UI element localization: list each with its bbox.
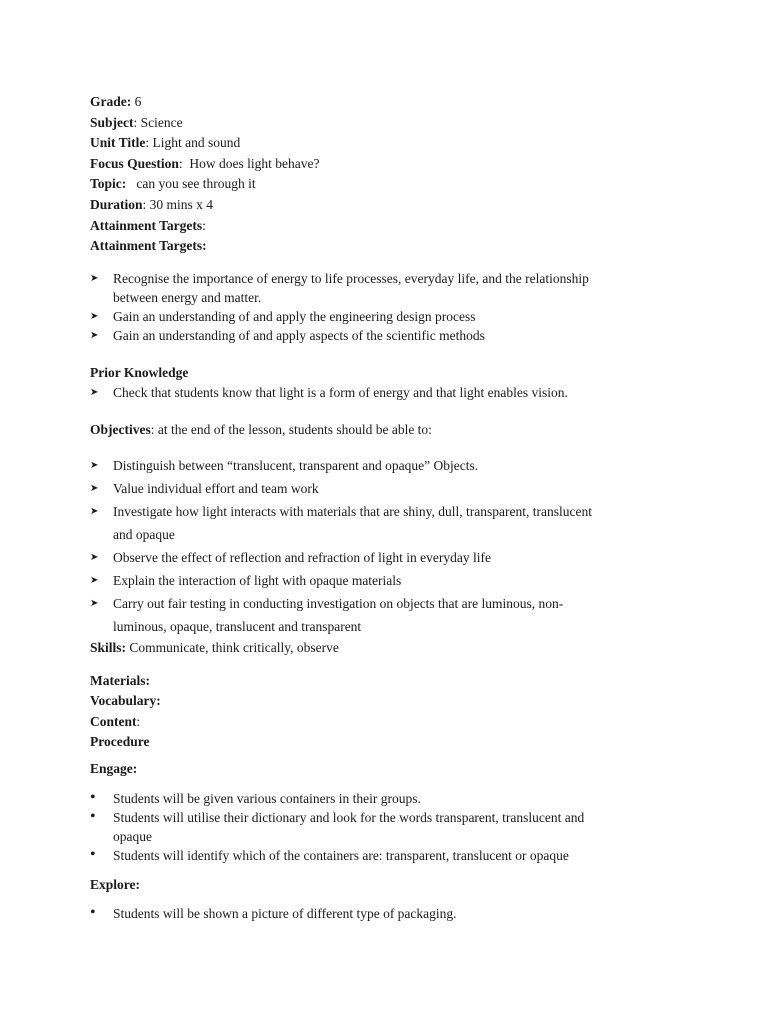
lesson-plan-document [90,92,680,923]
explore-heading: Explore: [90,876,140,892]
bullet-dot-icon: • [90,904,96,922]
grade-line: Grade: 6 [90,94,142,109]
arrow-bullet-icon: ➤ [90,387,99,399]
list-item: ➤ Explain the interaction of light with opaque materials [90,569,680,592]
list-item: ➤ Carry out fair testing in conducting investigation on objects that are luminous, non- [90,592,680,615]
vocabulary-heading: Vocabulary: [90,693,161,709]
arrow-bullet-icon: ➤ [90,329,99,341]
content-heading: Content: [90,713,141,729]
subject-line: Subject: Science [90,114,183,130]
list-item: • Students will identify which of the containers are: transparent, translucent or opaque [90,845,569,863]
bullet-dot-icon: • [90,807,96,825]
list-item: ➤ Distinguish between “translucent, transparent and opaque” Objects. [90,454,680,477]
procedure-heading: Procedure [90,734,150,750]
list-item: ➤ Observe the effect of reflection and refraction of light in everyday life [90,546,680,569]
arrow-bullet-icon: ➤ [90,505,99,517]
bullet-dot-icon: • [90,845,96,863]
list-item-continuation: opaque [113,828,152,844]
bullet-dot-icon: • [90,788,96,806]
materials-heading: Materials: [90,672,150,688]
arrow-bullet-icon: ➤ [90,272,99,284]
topic-line: Topic: can you see through it [90,176,256,192]
engage-heading: Engage: [90,760,138,776]
arrow-bullet-icon: ➤ [90,482,99,494]
unit-title-line: Unit Title: Light and sound [90,135,241,151]
engage-list [90,789,680,865]
attainment-targets-line: Attainment Targets: [90,217,206,233]
list-item-continuation: luminous, opaque, translucent and transparent [113,618,362,634]
focus-question-line: Focus Question: How does light behave? [90,155,320,171]
arrow-bullet-icon: ➤ [90,459,99,471]
prior-knowledge-heading: Prior Knowledge [90,364,189,380]
list-item: ➤ Gain an understanding of and apply aspects of the scientific methods [90,327,485,343]
list-item-continuation: and opaque [113,526,175,542]
arrow-bullet-icon: ➤ [90,310,99,322]
attainment-targets-list [90,269,680,345]
attainment-targets-heading: Attainment Targets: [90,238,207,254]
arrow-bullet-icon: ➤ [90,597,99,609]
list-item: ➤ Investigate how light interacts with materials that are shiny, dull, transparent, translucent [90,500,680,523]
arrow-bullet-icon: ➤ [90,574,99,586]
skills-line: Skills: Communicate, think critically, observe [90,639,339,655]
arrow-bullet-icon: ➤ [90,551,99,563]
objectives-list [90,454,680,638]
list-item: • Students will be given various containers in their groups. [90,788,421,806]
list-item: ➤ Value individual effort and team work [90,477,680,500]
list-item-continuation: between energy and matter. [113,289,262,305]
list-item: ➤ Recognise the importance of energy to life processes, everyday life, and the relationship [90,270,589,286]
list-item: • Students will utilise their dictionary and look for the words transparent, translucent and [90,807,585,825]
list-item: ➤ Check that students know that light is a form of energy and that light enables vision. [90,385,568,401]
explore-list [90,904,680,923]
header-block [90,92,680,257]
list-item: • Students will be shown a picture of different type of packaging. [90,904,457,922]
objectives-intro: Objectives: at the end of the lesson, students should be able to: [90,422,432,438]
list-item: ➤ Gain an understanding of and apply the engineering design process [90,308,476,324]
prior-knowledge-list [90,383,680,402]
duration-line: Duration: 30 mins x 4 [90,196,214,212]
